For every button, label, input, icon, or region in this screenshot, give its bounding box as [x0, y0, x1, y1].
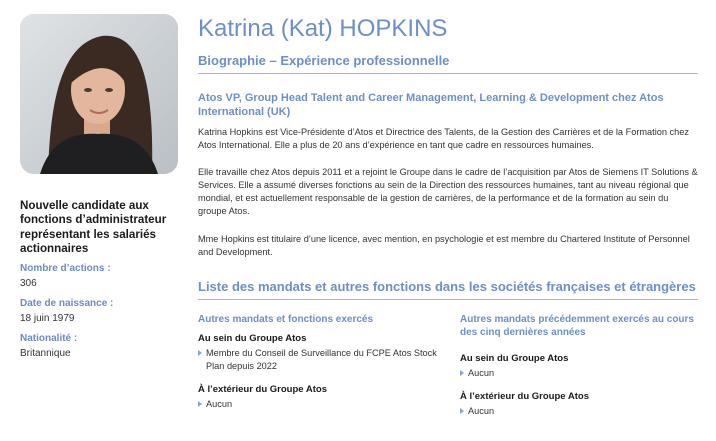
list-item-text: Aucun — [468, 406, 495, 416]
sidebar-info — [20, 199, 180, 368]
bio-paragraph-1: Katrina Hopkins est Vice-Présidente d’Atos et Directrice des Talents, de la Gestion des Carrières et de la Formation chez Atos International. Elle a plus de 20 ans d’expérience en tant que cadre en ressources humaines. — [198, 127, 689, 150]
current-role: Atos VP, Group Head Talent and Career Management, Learning & Development chez Atos International (UK) — [198, 92, 664, 118]
list-item-text: Membre du Conseil de Surveillance du FCPE Atos Stock Plan depuis 2022 — [206, 348, 437, 371]
section-subtitle: Biographie – Expérience professionnelle — [198, 53, 450, 68]
divider — [198, 73, 698, 74]
group-outside-heading: À l’extérieur du Groupe Atos — [460, 391, 589, 402]
portrait-photo — [20, 14, 178, 174]
list-item — [198, 398, 448, 411]
person-name: Katrina (Kat) HOPKINS — [198, 15, 448, 42]
candidate-statement: Nouvelle candidate aux fonctions d’administrateur représentant les salariés actionnaires — [20, 199, 167, 255]
bio-paragraph-2: Elle travaille chez Atos depuis 2011 et a rejoint le Groupe dans le cadre de l’acquisition par Atos de Siemens IT Solutions & Services. Elle a assumé diverses fonctions au sein de la Direction des ressources humaines, tant au niveau régional que mondial, et est actuellement responsable de la gestion de carrières, de la performance et de la formation au sein du groupe Atos. — [198, 167, 698, 216]
nationality-value: Britannique — [20, 348, 71, 360]
previous-mandates-heading: Autres mandats précédemment exercés au cours des cinq dernières années — [460, 314, 694, 338]
mandates-current — [198, 313, 448, 411]
list-item — [460, 405, 700, 418]
group-inside-heading: Au sein du Groupe Atos — [198, 333, 307, 344]
nationality-label: Nationalité : — [20, 333, 78, 345]
bio-paragraph-3: Mme Hopkins est titulaire d’une licence, avec mention, en psychologie et est membre du Chartered Institute of Personnel and Development. — [198, 234, 690, 257]
list-item — [460, 367, 700, 380]
group-inside-heading: Au sein du Groupe Atos — [460, 353, 569, 364]
list-item-text: Aucun — [206, 399, 233, 409]
group-outside-heading: À l’extérieur du Groupe Atos — [198, 384, 327, 395]
bullet-triangle-icon — [198, 401, 202, 407]
list-item — [198, 347, 448, 373]
shares-label: Nombre d’actions : — [20, 263, 111, 275]
birth-label: Date de naissance : — [20, 298, 114, 310]
list-item-text: Aucun — [468, 368, 495, 378]
bullet-triangle-icon — [460, 408, 464, 414]
current-mandates-heading: Autres mandats et fonctions exercés — [198, 314, 374, 325]
bullet-triangle-icon — [198, 350, 202, 356]
bullet-triangle-icon — [460, 370, 464, 376]
mandates-title: Liste des mandats et autres fonctions dans les sociétés françaises et étrangères — [198, 279, 696, 294]
divider — [198, 299, 698, 300]
birth-value: 18 juin 1979 — [20, 313, 75, 325]
shares-value: 306 — [20, 278, 37, 290]
mandates-previous — [460, 313, 700, 418]
